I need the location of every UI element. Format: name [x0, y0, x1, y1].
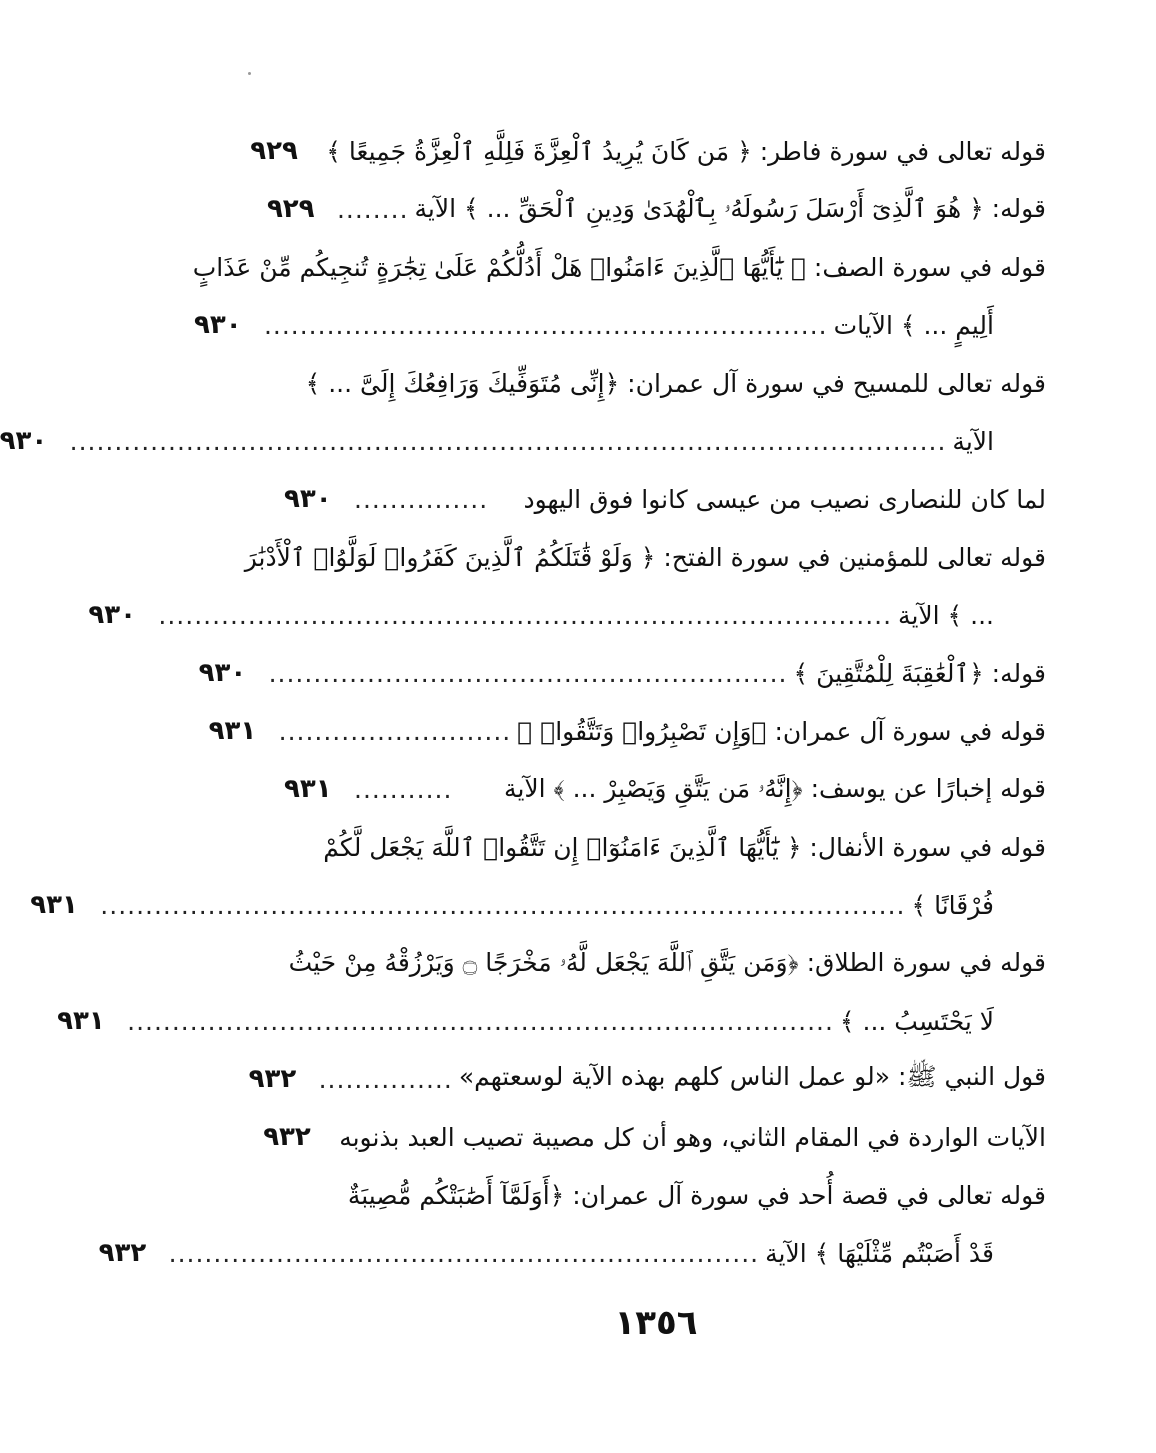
- entry-text: قوله: ﴿ هُوَ ٱلَّذِىٓ أَرْسَلَ رَسُولَهُۥ بِٱلْهُدَىٰ وَدِينِ ٱلْحَقِّ ... ﴾ الآية: [414, 194, 1046, 223]
- entry-page-number: ٩٣٠: [0, 426, 48, 456]
- entry-text: لما كان للنصارى نصيب من عيسى كانوا فوق اليهود: [523, 484, 1046, 514]
- entry-text: الآية: [952, 426, 994, 456]
- leader-dots: ..........................: [278, 716, 512, 746]
- entry-page-number: ٩٣٢: [98, 1238, 147, 1268]
- entry-line: [284, 760, 1046, 818]
- entry-text: أَلِيمٍ ... ﴾ الآيات: [833, 310, 994, 340]
- entry-text: ... ﴾ الآية: [898, 600, 994, 630]
- entry-text: قوله تعالى للمسيح في سورة آل عمران: ﴿إِنِّى مُتَوَفِّيكَ وَرَافِعُكَ إِلَىَّ ... ﴾: [305, 368, 1046, 398]
- leader-dots: ..........................................................: [268, 658, 788, 688]
- entry-line: [284, 354, 1046, 412]
- index-entry: [248, 1050, 1046, 1108]
- index-entry: [263, 1108, 1046, 1166]
- leader-dots: ..........................................................................................: [100, 890, 906, 920]
- entry-text: قوله في سورة الطلاق: ﴿وَمَن يَتَّقِ ٱللَّهَ يَجْعَل لَّهُۥ مَخْرَجًا ۝ وَيَرْزُقْهُ مِنْ حَيْثُ: [288, 948, 1046, 977]
- entry-page-number: ٩٣١: [57, 1006, 105, 1036]
- entry-line: [192, 238, 1046, 296]
- index-entry: [266, 180, 1046, 238]
- index-entry: [284, 760, 1046, 818]
- page-number: ١٣٥٦: [614, 1303, 698, 1343]
- entry-text: قول النبي ﷺ: «لو عمل الناس كلهم بهذه الآية لوسعتهم»: [458, 1061, 1046, 1091]
- entry-page-number: ٩٣١: [30, 890, 78, 920]
- entry-text: قوله تعالى للمؤمنين في سورة الفتح: ﴿ وَلَوْ قَٰتَلَكُمُ ٱلَّذِينَ كَفَرُوا۟ لَوَلَّوُا۟ ٱلْأَدْبَٰرَ: [244, 542, 1046, 572]
- entry-line: [284, 934, 1046, 992]
- entry-page-number: ٩٣٠: [284, 484, 332, 514]
- index-entry: [57, 934, 1046, 1050]
- index-entry: [192, 238, 1046, 354]
- entry-page-number: ٩٣٠: [198, 658, 247, 688]
- entry-text: قوله تعالى في قصة أُحد في سورة آل عمران: ﴿أَوَلَمَّآ أَصَٰبَتْكُم مُّصِيبَةٌ: [347, 1180, 1046, 1210]
- entry-page-number: ٩٣٠: [88, 600, 137, 630]
- entry-line: [263, 1108, 1046, 1166]
- entry-continuation-line: [57, 992, 1046, 1050]
- entry-text: قوله: ﴿ٱلْعَٰقِبَةَ لِلْمُتَّقِينَ ﴾: [793, 658, 1046, 688]
- entry-text: لَا يَحْتَسِبُ ... ﴾: [839, 1006, 994, 1036]
- leader-dots: ...............: [354, 484, 489, 514]
- leader-dots: ...............................................................: [263, 310, 828, 340]
- leader-dots: ........: [336, 194, 409, 224]
- entry-page-number: ٩٢٩: [250, 136, 298, 166]
- scan-speck: [248, 72, 251, 75]
- index-entry: [88, 528, 1046, 644]
- entry-page-number: ٩٢٩: [266, 194, 315, 224]
- entry-line: [284, 1166, 1046, 1224]
- entry-continuation-line: [30, 876, 1046, 934]
- index-entry: [198, 644, 1046, 702]
- entry-line: [284, 470, 1046, 528]
- entry-text: قوله في سورة الأنفال: ﴿ يَٰٓأَيُّهَا ٱلَّذِينَ ءَامَنُوٓا۟ إِن تَتَّقُوا۟ ٱللَّهَ يَجْعَل لَّكُمْ: [323, 832, 1046, 862]
- entry-page-number: ٩٣٠: [193, 310, 242, 340]
- leader-dots: ..................................................................................: [158, 600, 893, 630]
- entry-text: فُرْقَانًا ﴾: [911, 890, 994, 920]
- index-entry: [250, 122, 1046, 180]
- index-entry: [30, 818, 1046, 934]
- entry-text: قوله إخبارًا عن يوسف: ﴿إِنَّهُۥ مَن يَتَّقِ وَيَصْبِرْ ... ﴾ الآية: [504, 774, 1046, 803]
- leader-dots: ..................................................................: [168, 1238, 760, 1268]
- entry-line: [244, 528, 1046, 586]
- entry-continuation-line: [98, 1224, 1046, 1282]
- entry-continuation-line: [0, 412, 1046, 470]
- entry-text: الآيات الواردة في المقام الثاني، وهو أن كل مصيبة تصيب العبد بذنوبه: [339, 1122, 1046, 1152]
- index-entry: [0, 354, 1046, 470]
- index-page: [0, 122, 1046, 1282]
- index-entry: [208, 702, 1046, 760]
- entry-page-number: ٩٣١: [284, 774, 332, 804]
- entry-text: قوله تعالى في سورة فاطر: ﴿ مَن كَانَ يُرِيدُ ٱلْعِزَّةَ فَلِلَّهِ ٱلْعِزَّةُ جَمِيعًا ﴾: [326, 136, 1046, 166]
- entry-text: قَدْ أَصَبْتُم مِّثْلَيْهَا ﴾ الآية: [765, 1238, 994, 1268]
- entry-page-number: ٩٣٢: [263, 1122, 311, 1152]
- leader-dots: ..................................................................................................: [69, 426, 947, 456]
- entry-continuation-line: [193, 296, 1046, 354]
- entry-line: [198, 644, 1046, 702]
- entry-text: قوله في سورة آل عمران: ﴿وَإِن تَصْبِرُوا۟ وَتَتَّقُوا۟ ﴾: [517, 716, 1046, 746]
- entry-text: قوله في سورة الصف: ﴿ يَٰٓأَيُّهَا ٱلَّذِينَ ءَامَنُوا۟ هَلْ أَدُلُّكُمْ عَلَىٰ تِجَٰرَةٍ تُنجِيكُم مِّنْ عَذَابٍ: [192, 252, 1046, 282]
- entry-line: [248, 1050, 1046, 1108]
- index-entry: [98, 1166, 1046, 1282]
- entry-page-number: ٩٣٢: [248, 1064, 297, 1094]
- entry-page-number: ٩٣١: [208, 716, 257, 746]
- leader-dots: ...............: [318, 1064, 453, 1094]
- entry-line: [250, 122, 1046, 180]
- entry-line: [284, 818, 1046, 876]
- entry-line: [208, 702, 1046, 760]
- leader-dots: ...........: [354, 774, 453, 804]
- entry-continuation-line: [88, 586, 1046, 644]
- leader-dots: ...............................................................................: [127, 1006, 834, 1036]
- index-entry: [284, 470, 1046, 528]
- entry-line: [266, 180, 1046, 238]
